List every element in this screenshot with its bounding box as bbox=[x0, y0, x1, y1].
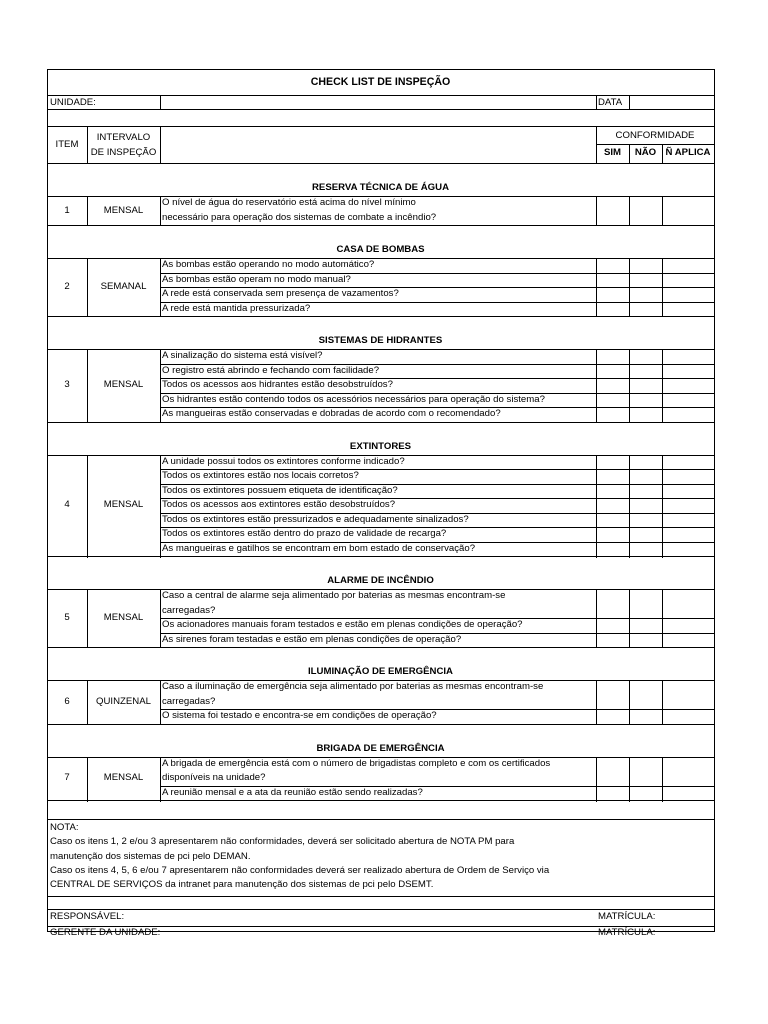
question-text: A rede está conservada sem presença de vazamentos? bbox=[162, 288, 399, 299]
column-divider bbox=[596, 757, 597, 802]
section-bottom-line bbox=[47, 422, 715, 423]
column-divider bbox=[596, 258, 597, 317]
sim-checkbox[interactable] bbox=[597, 197, 629, 225]
column-divider bbox=[160, 680, 161, 725]
nao-column-header: NÃO bbox=[634, 147, 657, 158]
nao-checkbox[interactable] bbox=[630, 634, 662, 648]
sim-checkbox[interactable] bbox=[597, 758, 629, 786]
nao-checkbox[interactable] bbox=[630, 681, 662, 709]
question-text: As mangueiras estão conservadas e dobradas de acordo com o recomendado? bbox=[162, 408, 501, 419]
question-text: A sinalização do sistema está visível? bbox=[162, 350, 323, 361]
item-column-header: ITEM bbox=[55, 139, 79, 150]
data-input[interactable] bbox=[630, 96, 713, 109]
question-text: carregadas? bbox=[162, 696, 216, 707]
question-text: Os hidrantes estão contendo todos os acessórios necessários para operação do sistema? bbox=[162, 394, 545, 405]
question-text: A reunião mensal e a ata da reunião estão sendo realizadas? bbox=[162, 787, 423, 798]
nao-checkbox[interactable] bbox=[630, 408, 662, 422]
sim-checkbox[interactable] bbox=[597, 470, 629, 484]
question-text: As bombas estão operam no modo manual? bbox=[162, 274, 351, 285]
na-checkbox[interactable] bbox=[663, 470, 714, 484]
column-divider bbox=[596, 95, 597, 110]
nao-checkbox[interactable] bbox=[630, 758, 662, 786]
sim-checkbox[interactable] bbox=[597, 365, 629, 379]
na-checkbox[interactable] bbox=[663, 590, 714, 618]
column-divider bbox=[662, 349, 663, 423]
column-divider bbox=[662, 258, 663, 317]
column-divider bbox=[629, 349, 630, 423]
row-divider bbox=[47, 896, 715, 897]
section-title: CASA DE BOMBAS bbox=[336, 244, 425, 255]
inspection-interval: MENSAL bbox=[103, 772, 144, 783]
sim-checkbox[interactable] bbox=[597, 634, 629, 648]
sim-checkbox[interactable] bbox=[597, 485, 629, 499]
question-text: A rede está mantida pressurizada? bbox=[162, 303, 311, 314]
sim-checkbox[interactable] bbox=[597, 543, 629, 557]
row-divider bbox=[47, 163, 715, 164]
section-title: ILUMINAÇÃO DE EMERGÊNCIA bbox=[308, 666, 453, 677]
na-checkbox[interactable] bbox=[663, 259, 714, 273]
outer-border-right bbox=[714, 69, 715, 932]
sim-checkbox[interactable] bbox=[597, 787, 629, 801]
item-number: 6 bbox=[64, 696, 70, 707]
question-text: necessário para operação dos sistemas de combate a incêndio? bbox=[162, 212, 437, 223]
sim-checkbox[interactable] bbox=[597, 619, 629, 633]
question-text: As bombas estão operando no modo automático? bbox=[162, 259, 375, 270]
question-text: Todos os acessos aos extintores estão desobstruídos? bbox=[162, 499, 396, 510]
sim-checkbox[interactable] bbox=[597, 590, 629, 618]
sim-checkbox[interactable] bbox=[597, 408, 629, 422]
sim-checkbox[interactable] bbox=[597, 274, 629, 288]
question-text: O registro está abrindo e fechando com facilidade? bbox=[162, 365, 380, 376]
nao-checkbox[interactable] bbox=[630, 259, 662, 273]
column-divider bbox=[596, 349, 597, 423]
question-text: carregadas? bbox=[162, 605, 216, 616]
column-divider bbox=[596, 196, 597, 226]
question-text: A brigada de emergência está com o número de brigadistas completo e com os certificados bbox=[162, 758, 551, 769]
question-text: Todos os extintores estão nos locais corretos? bbox=[162, 470, 359, 481]
na-checkbox[interactable] bbox=[663, 543, 714, 557]
na-checkbox[interactable] bbox=[663, 394, 714, 408]
na-checkbox[interactable] bbox=[663, 619, 714, 633]
row-divider bbox=[47, 109, 715, 110]
inspection-checklist-sheet bbox=[47, 69, 714, 938]
na-checkbox[interactable] bbox=[663, 514, 714, 528]
note-text: manutenção dos sistemas de pci pelo DEMAN. bbox=[50, 851, 251, 862]
question-text: Todos os extintores estão pressurizados e adequadamente sinalizados? bbox=[162, 514, 469, 525]
nao-checkbox[interactable] bbox=[630, 303, 662, 317]
note-text: Caso os itens 1, 2 e/ou 3 apresentarem não conformidades, deverá ser solicitado abertura de NOTA PM para bbox=[50, 836, 515, 847]
unidade-label: UNIDADE: bbox=[50, 97, 96, 108]
row-divider bbox=[596, 144, 715, 145]
sim-checkbox[interactable] bbox=[597, 456, 629, 470]
interval-column-header: INTERVALO bbox=[96, 132, 151, 143]
na-checkbox[interactable] bbox=[663, 758, 714, 786]
column-divider bbox=[662, 455, 663, 558]
note-heading: NOTA: bbox=[50, 822, 79, 833]
interval-column-header-line2: DE INSPEÇÃO bbox=[90, 147, 157, 158]
question-text: As mangueiras e gatilhos se encontram em bom estado de conservação? bbox=[162, 543, 476, 554]
column-divider bbox=[629, 589, 630, 648]
section-title: BRIGADA DE EMERGÊNCIA bbox=[316, 743, 445, 754]
nao-checkbox[interactable] bbox=[630, 514, 662, 528]
column-divider bbox=[160, 589, 161, 648]
na-checkbox[interactable] bbox=[663, 197, 714, 225]
column-divider bbox=[596, 589, 597, 648]
section-bottom-line bbox=[47, 316, 715, 317]
sim-checkbox[interactable] bbox=[597, 710, 629, 724]
inspection-interval: MENSAL bbox=[103, 379, 144, 390]
item-number: 2 bbox=[64, 281, 70, 292]
sim-checkbox[interactable] bbox=[597, 303, 629, 317]
data-label: DATA bbox=[598, 97, 623, 108]
na-checkbox[interactable] bbox=[663, 456, 714, 470]
column-divider bbox=[629, 196, 630, 226]
na-checkbox[interactable] bbox=[663, 350, 714, 364]
nao-checkbox[interactable] bbox=[630, 470, 662, 484]
item-number: 4 bbox=[64, 499, 70, 510]
nao-checkbox[interactable] bbox=[630, 619, 662, 633]
unidade-input[interactable] bbox=[161, 96, 595, 109]
nao-checkbox[interactable] bbox=[630, 528, 662, 542]
section-bottom-line bbox=[47, 647, 715, 648]
nao-checkbox[interactable] bbox=[630, 787, 662, 801]
nao-checkbox[interactable] bbox=[630, 394, 662, 408]
note-text: CENTRAL DE SERVIÇOS da intranet para manutenção dos sistemas de pci pelo DSEMT. bbox=[50, 879, 434, 890]
responsavel-matricula-input[interactable] bbox=[667, 910, 713, 924]
page-title: CHECK LIST DE INSPEÇÃO bbox=[310, 76, 451, 88]
gerente-label: GERENTE DA UNIDADE: bbox=[50, 927, 161, 938]
column-divider bbox=[662, 196, 663, 226]
nao-checkbox[interactable] bbox=[630, 710, 662, 724]
nao-checkbox[interactable] bbox=[630, 365, 662, 379]
inspection-interval: MENSAL bbox=[103, 612, 144, 623]
column-divider bbox=[160, 196, 161, 226]
nao-checkbox[interactable] bbox=[630, 197, 662, 225]
column-divider bbox=[662, 589, 663, 648]
question-text: disponíveis na unidade? bbox=[162, 772, 266, 783]
column-divider bbox=[662, 757, 663, 802]
note-text: Caso os itens 4, 5, 6 e/ou 7 apresentarem não conformidades deverá ser realizado abertura de Ordem de Serviço via bbox=[50, 865, 550, 876]
column-divider bbox=[160, 757, 161, 802]
section-title: ALARME DE INCÊNDIO bbox=[327, 575, 434, 586]
question-text: Todos os extintores possuem etiqueta de identificação? bbox=[162, 485, 398, 496]
section-bottom-line bbox=[47, 800, 715, 801]
sim-checkbox[interactable] bbox=[597, 394, 629, 408]
inspection-interval: QUINZENAL bbox=[96, 696, 151, 707]
sim-checkbox[interactable] bbox=[597, 379, 629, 393]
section-bottom-line bbox=[47, 724, 715, 725]
column-divider bbox=[629, 757, 630, 802]
item-number: 1 bbox=[64, 205, 70, 216]
row-divider bbox=[47, 126, 715, 127]
na-checkbox[interactable] bbox=[663, 274, 714, 288]
responsavel-label: RESPONSÁVEL: bbox=[50, 911, 125, 922]
question-text: Caso a central de alarme seja alimentado por baterias as mesmas encontram-se bbox=[162, 590, 506, 601]
na-checkbox[interactable] bbox=[663, 681, 714, 709]
nao-checkbox[interactable] bbox=[630, 499, 662, 513]
na-checkbox[interactable] bbox=[663, 528, 714, 542]
question-text: Os acionadores manuais foram testados e estão em plenas condições de operação? bbox=[162, 619, 523, 630]
question-text: Todos os extintores estão dentro do prazo de validade de recarga? bbox=[162, 528, 447, 539]
conformidade-header: CONFORMIDADE bbox=[615, 130, 695, 141]
column-divider bbox=[596, 680, 597, 725]
sim-checkbox[interactable] bbox=[597, 528, 629, 542]
gerente-matricula-input[interactable] bbox=[667, 927, 713, 941]
sim-checkbox[interactable] bbox=[597, 350, 629, 364]
na-checkbox[interactable] bbox=[663, 408, 714, 422]
item-number: 3 bbox=[64, 379, 70, 390]
inspection-interval: SEMANAL bbox=[100, 281, 147, 292]
nao-checkbox[interactable] bbox=[630, 350, 662, 364]
question-text: Caso a iluminação de emergência seja alimentado por baterias as mesmas encontram-se bbox=[162, 681, 544, 692]
nao-checkbox[interactable] bbox=[630, 288, 662, 302]
question-text: As sirenes foram testadas e estão em plenas condições de operação? bbox=[162, 634, 462, 645]
question-text: O sistema foi testado e encontra-se em condições de operação? bbox=[162, 710, 437, 721]
section-title: EXTINTORES bbox=[349, 441, 412, 452]
section-bottom-line bbox=[47, 556, 715, 557]
outer-border-top bbox=[47, 69, 715, 70]
column-divider bbox=[160, 126, 161, 164]
na-checkbox[interactable] bbox=[663, 379, 714, 393]
sim-checkbox[interactable] bbox=[597, 259, 629, 273]
item-number: 5 bbox=[64, 612, 70, 623]
section-title: SISTEMAS DE HIDRANTES bbox=[318, 335, 443, 346]
question-text: Todos os acessos aos hidrantes estão desobstruídos? bbox=[162, 379, 393, 390]
row-divider bbox=[47, 819, 715, 820]
na-checkbox[interactable] bbox=[663, 634, 714, 648]
section-title: RESERVA TÉCNICA DE ÁGUA bbox=[312, 182, 449, 193]
inspection-interval: MENSAL bbox=[103, 499, 144, 510]
matricula-label-2: MATRÍCULA: bbox=[598, 927, 656, 938]
na-checkbox[interactable] bbox=[663, 365, 714, 379]
sim-checkbox[interactable] bbox=[597, 288, 629, 302]
question-text: O nível de água do reservatório está acima do nível mínimo bbox=[162, 197, 416, 208]
nao-checkbox[interactable] bbox=[630, 590, 662, 618]
matricula-label: MATRÍCULA: bbox=[598, 911, 656, 922]
sim-checkbox[interactable] bbox=[597, 514, 629, 528]
nao-checkbox[interactable] bbox=[630, 543, 662, 557]
na-checkbox[interactable] bbox=[663, 288, 714, 302]
question-text: A unidade possui todos os extintores conforme indicado? bbox=[162, 456, 405, 467]
na-checkbox[interactable] bbox=[663, 710, 714, 724]
column-divider bbox=[662, 680, 663, 725]
column-divider bbox=[160, 455, 161, 558]
na-checkbox[interactable] bbox=[663, 787, 714, 801]
nao-checkbox[interactable] bbox=[630, 485, 662, 499]
column-divider bbox=[629, 258, 630, 317]
inspection-interval: MENSAL bbox=[103, 205, 144, 216]
column-divider bbox=[160, 258, 161, 317]
sim-column-header: SIM bbox=[603, 147, 622, 158]
responsavel-input[interactable] bbox=[147, 910, 587, 924]
item-number: 7 bbox=[64, 772, 70, 783]
nao-checkbox[interactable] bbox=[630, 379, 662, 393]
na-checkbox[interactable] bbox=[663, 303, 714, 317]
gerente-input[interactable] bbox=[167, 927, 587, 941]
sim-checkbox[interactable] bbox=[597, 681, 629, 709]
na-checkbox[interactable] bbox=[663, 499, 714, 513]
section-bottom-line bbox=[47, 225, 715, 226]
nao-checkbox[interactable] bbox=[630, 274, 662, 288]
column-divider bbox=[160, 349, 161, 423]
nao-checkbox[interactable] bbox=[630, 456, 662, 470]
na-column-header: Ñ APLICA bbox=[665, 147, 711, 158]
sim-checkbox[interactable] bbox=[597, 499, 629, 513]
column-divider bbox=[629, 680, 630, 725]
column-divider bbox=[596, 455, 597, 558]
column-divider bbox=[629, 455, 630, 558]
na-checkbox[interactable] bbox=[663, 485, 714, 499]
